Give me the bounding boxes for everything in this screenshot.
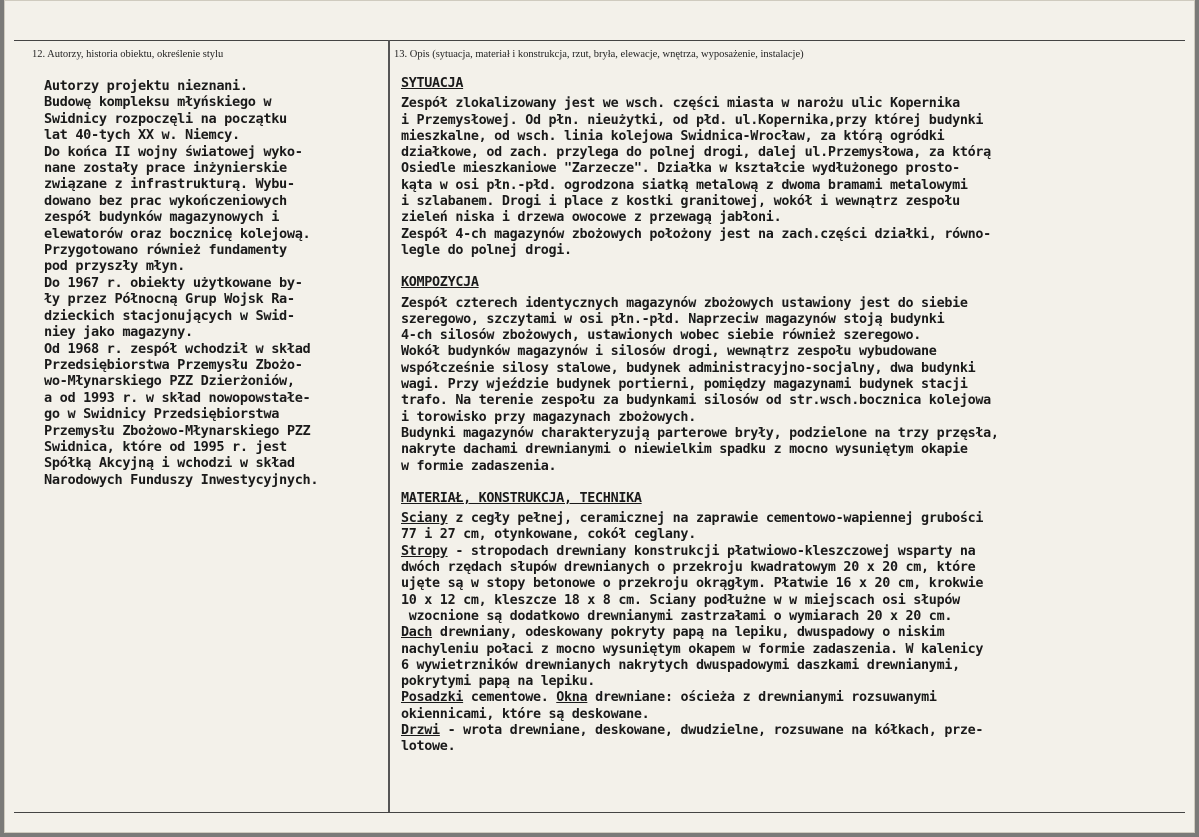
text-line: i szlabanem. Drogi i place z kostki granitowej, wokół i wewnątrz zespołu: [401, 194, 960, 210]
line-text: wzocnione są dodatkowo drewnianymi zastrzałami o wymiarach 20 x 20 cm.: [401, 608, 953, 624]
line-text: nachyleniu połaci z mocno wysuniętym okapem w formie zadaszenia. W kalenicy: [401, 641, 984, 657]
text-line: [401, 560, 1181, 576]
text-line: i Przemysłowej. Od płn. nieużytki, od płd. ul.Kopernika,przy której budynki: [401, 112, 984, 128]
text-line: Swidnica, które od 1995 r. jest: [44, 438, 287, 455]
section-title-sytuacja: SYTUACJA: [401, 76, 464, 91]
text-line: i torowisko przy magazynach zbożowych.: [401, 409, 696, 425]
text-line: Zespół 4-ch magazynów zbożowych położony jest na zach.części działki, równo-: [401, 226, 991, 242]
text-line: [401, 658, 1181, 674]
text-line: [401, 609, 1181, 625]
line-text: 6 wywietrzników drewnianych nakrytych dwuspadowymi daszkami drewnianymi,: [401, 657, 960, 673]
term-label: Posadzki: [401, 690, 464, 706]
text-line: Spółką Akcyjną i wchodzi w skład: [44, 455, 295, 472]
text-line: wo-Młynarskiego PZZ Dzierżoniów,: [44, 373, 295, 390]
text-line: niey jako magazyny.: [44, 324, 193, 341]
text-line: pod przyszły młyn.: [44, 258, 186, 275]
text-line: [401, 625, 1181, 641]
header-authors-history: 12. Autorzy, historia obiektu, określenie stylu: [32, 49, 224, 60]
text-line: 4-ch silosów zbożowych, ustawionych wobec siebie również szeregowo.: [401, 328, 922, 344]
text-line: Przedsiębiorstwa Przemysłu Zbożo-: [44, 356, 303, 373]
text-line: Osiedle mieszkaniowe "Zarzecze". Działka w kształcie wydłużonego prosto-: [401, 161, 960, 177]
text-line: Od 1968 r. zespół wchodził w skład: [44, 340, 311, 357]
line-text: - wrota drewniane, deskowane, dwudzielne, rozsuwane na kółkach, prze-: [439, 722, 984, 738]
line-text: cementowe.: [463, 690, 557, 706]
section-title-kompozycja: KOMPOZYCJA: [401, 275, 479, 291]
text-line: [401, 642, 1181, 658]
line-text: - stropodach drewniany konstrukcji płatwiowo-kleszczowej wsparty na: [447, 543, 976, 559]
bottom-rule: [14, 812, 1185, 813]
line-text: 77 i 27 cm, otynkowane, cokół ceglany.: [401, 527, 696, 543]
line-text: z cegły pełnej, ceramicznej na zaprawie cementowo-wapiennej grubości: [447, 511, 984, 527]
text-line: go w Swidnicy Przedsiębiorstwa: [44, 406, 280, 423]
text-line: [401, 674, 1181, 690]
top-rule: [14, 40, 1185, 41]
section-title-material: MATERIAŁ, KONSTRUKCJA, TECHNIKA: [401, 490, 642, 506]
text-line: Przygotowano również fundamenty: [44, 242, 287, 259]
text-line: elewatorów oraz bocznicę kolejową.: [44, 225, 311, 242]
section-kompozycja: [401, 296, 1181, 475]
text-line: trafo. Na terenie zespołu za budynkami silosów od str.wsch.bocznica kolejowa: [401, 393, 991, 409]
term-label: Sciany: [401, 511, 448, 527]
line-text: pokrytymi papą na lepiku.: [401, 674, 596, 690]
text-line: [401, 511, 1181, 527]
text-line: legle do polnej drogi.: [401, 242, 572, 258]
line-text: dwóch rzędach słupów drewnianych o przekroju kwadratowym 20 x 20 cm, które: [401, 560, 976, 576]
text-line: nane zostały prace inżynierskie: [44, 160, 287, 177]
text-line: Do końca II wojny światowej wyko-: [44, 143, 303, 160]
line-text: ujęte są w stopy betonowe o przekroju okrągłym. Płatwie 16 x 20 cm, krokwie: [401, 576, 984, 592]
text-line: działkowe, od zach. przylega do polnej drogi, dalej ul.Przemysłowa, za którą: [401, 145, 991, 161]
text-line: Wokół budynków magazynów i silosów drogi, wewnątrz zespołu wybudowane: [401, 344, 937, 360]
text-line: Swidnicy rozpoczęli na początku: [44, 110, 287, 127]
text-line: Narodowych Funduszy Inwestycyjnych.: [44, 471, 319, 488]
term-label: Okna: [556, 690, 588, 706]
text-line: mieszkalne, od wsch. linia kolejowa Swidnica-Wrocław, za którą ogródki: [401, 128, 945, 144]
text-line: [401, 576, 1181, 592]
text-line: lat 40-tych XX w. Niemcy.: [44, 127, 240, 144]
section-material: [401, 511, 1181, 755]
text-line: [401, 707, 1181, 723]
text-line: w formie zadaszenia.: [401, 458, 557, 474]
line-text: drewniany, odeskowany pokryty papą na lepiku, dwuspadowy o niskim: [432, 625, 945, 641]
term-label: Drzwi: [401, 722, 440, 738]
text-line: [401, 739, 1181, 755]
description-text: [401, 76, 1181, 756]
text-line: [401, 527, 1181, 543]
text-line: Przemysłu Zbożowo-Młynarskiego PZZ: [44, 422, 311, 439]
text-line: Zespół czterech identycznych magazynów zbożowych ustawiony jest do siebie: [401, 295, 968, 311]
header-description: 13. Opis (sytuacja, materiał i konstrukcja, rzut, bryła, elewacje, wnętrza, wyposażenie, instalacje): [394, 49, 804, 60]
text-line: szeregowo, szczytami w osi płn.-płd. Naprzeciw magazynów stoją budynki: [401, 311, 945, 327]
text-line: współcześnie silosy stalowe, budynek administracyjno-socjalny, dwa budynki: [401, 360, 976, 376]
term-label: Stropy: [401, 543, 448, 559]
section-sytuacja: [401, 96, 1181, 259]
text-line: Zespół zlokalizowany jest we wsch. części miasta w narożu ulic Kopernika: [401, 96, 960, 112]
text-line: zespół budynków magazynowych i: [44, 209, 280, 226]
document-page: [4, 0, 1195, 833]
text-line: Autorzy projektu nieznani.: [44, 78, 248, 94]
text-line: a od 1993 r. w skład nowopowstałe-: [44, 389, 311, 406]
text-line: nakryte dachami drewnianymi o niewielkim spadku z mocno wysuniętym okapie: [401, 442, 968, 458]
line-text: okiennicami, które są deskowane.: [401, 706, 650, 722]
text-line: [401, 723, 1181, 739]
authors-history-text: [44, 78, 389, 488]
text-line: [401, 544, 1181, 560]
text-line: związane z infrastrukturą. Wybu-: [44, 176, 295, 193]
text-line: dowano bez prac wykończeniowych: [44, 192, 287, 209]
text-line: [401, 593, 1181, 609]
text-line: wagi. Przy wjeździe budynek portierni, pomiędzy magazynami budynek stacji: [401, 377, 968, 393]
text-line: Budowę kompleksu młyńskiego w: [44, 94, 272, 111]
line-text: drewniane: ościeża z drewnianymi rozsuwanymi: [587, 690, 937, 706]
text-line: dzieckich stacjonujących w Swid-: [44, 307, 295, 324]
text-line: Do 1967 r. obiekty użytkowane by-: [44, 274, 303, 291]
text-line: kąta w osi płn.-płd. ogrodzona siatką metalową z dwoma bramami metalowymi: [401, 177, 968, 193]
text-line: zieleń niska i drzewa owocowe z przewagą jabłoni.: [401, 210, 782, 226]
text-line: ły przez Północną Grup Wojsk Ra-: [44, 291, 295, 308]
line-text: 10 x 12 cm, kleszcze 18 x 8 cm. Sciany podłużne w w miejscach osi słupów: [401, 592, 960, 608]
text-line: [401, 690, 1181, 706]
text-line: Budynki magazynów charakteryzują parterowe bryły, podzielone na trzy przęsła,: [401, 425, 999, 441]
term-label: Dach: [401, 625, 433, 641]
line-text: lotowe.: [401, 739, 456, 755]
